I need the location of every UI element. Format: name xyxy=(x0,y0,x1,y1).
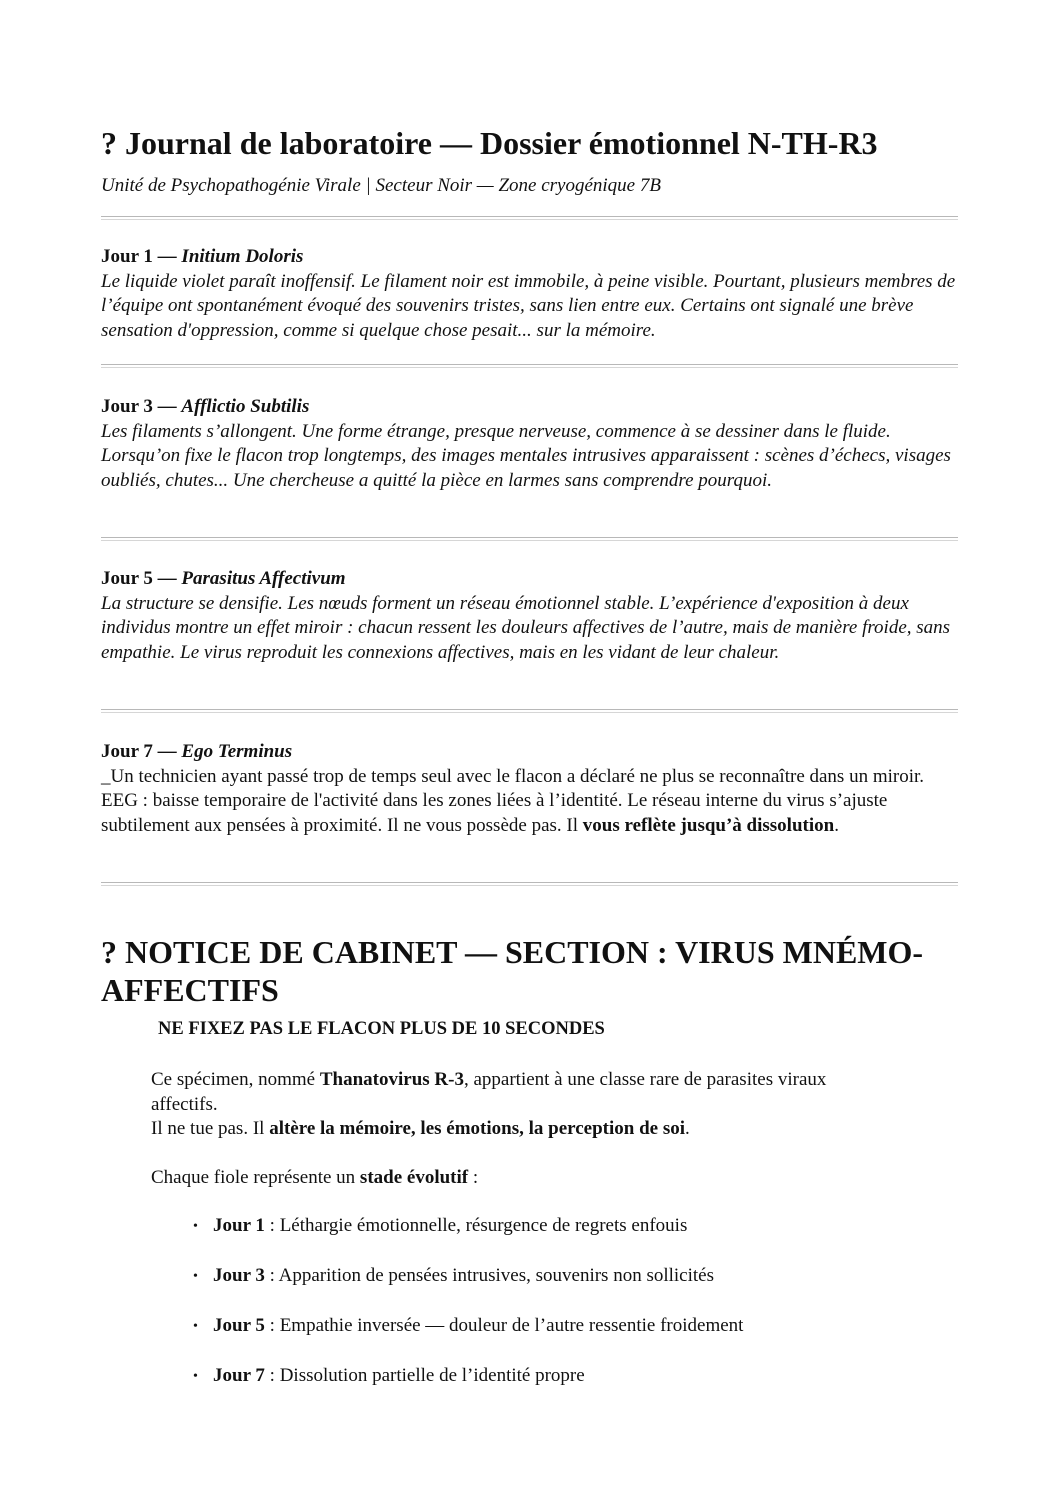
journal-subtitle: Unité de Psychopathogénie Virale | Secteur Noir — Zone cryogénique 7B xyxy=(101,175,661,196)
divider xyxy=(101,709,958,713)
divider xyxy=(101,216,958,220)
divider xyxy=(101,882,958,886)
notice-paragraph-1: Ce spécimen, nommé Thanatovirus R-3, appartient à une classe rare de parasites viraux affectifs. xyxy=(151,1069,827,1115)
bullet-icon: • xyxy=(193,1369,198,1384)
entry-text: _Un technicien ayant passé trop de temps seul avec le flacon a déclaré ne plus se reconnaître dans un miroir. EEG : baisse temporaire de l'activité dans les zones liées à l’identité. Le réseau interne du virus s’ajuste subtilement aux pensées à proximité. Il ne vous possède pas. Il vous reflète jusqu’à dissolution. xyxy=(101,765,925,836)
entry-text: Les filaments s’allongent. Une forme étrange, presque nerveuse, commence à se dessiner dans le fluide. Lorsqu’on fixe le flacon trop longtemps, des images mentales intrusives apparaissent : scènes d’échecs, visages oubliés, chutes... Une chercheuse a quitté la pièce en larmes sans comprendre pourquoi. xyxy=(101,420,951,491)
journal-title: ? Journal de laboratoire — Dossier émotionnel N-TH-R3 xyxy=(101,125,878,161)
entry-name: Parasitus Affectivum xyxy=(181,568,346,589)
entry-heading xyxy=(101,245,958,270)
notice-paragraph-3: Chaque fiole représente un stade évolutif : xyxy=(151,1167,479,1188)
notice-warning: NE FIXEZ PAS LE FLACON PLUS DE 10 SECONDES xyxy=(158,1019,605,1039)
divider xyxy=(101,537,958,541)
list-item: • Jour 5 : Empathie inversée — douleur de l’autre ressentie froidement xyxy=(181,1314,743,1364)
notice-title: ? NOTICE DE CABINET — SECTION : VIRUS MNÉMO-AFFECTIFS xyxy=(101,934,924,1008)
entry-heading xyxy=(101,740,958,765)
list-item: • Jour 1 : Léthargie émotionnelle, résurgence de regrets enfouis xyxy=(181,1214,743,1264)
entry-day: Jour 5 — xyxy=(101,568,182,589)
entry-day: Jour 1 — xyxy=(101,246,182,267)
entry-name: Afflictio Subtilis xyxy=(181,396,310,417)
journal-entry-day-1 xyxy=(101,245,958,343)
list-item: • Jour 7 : Dissolution partielle de l’identité propre xyxy=(181,1364,743,1414)
journal-entry-day-3 xyxy=(101,395,958,493)
entry-day: Jour 3 — xyxy=(101,396,182,417)
bullet-icon: • xyxy=(193,1269,198,1284)
bullet-icon: • xyxy=(193,1219,198,1234)
entry-name: Ego Terminus xyxy=(181,741,293,762)
entry-heading xyxy=(101,395,958,420)
entry-text: Le liquide violet paraît inoffensif. Le filament noir est immobile, à peine visible. Pourtant, plusieurs membres de l’équipe ont spontanément évoqué des souvenirs tristes, sans lien entre eux. Certains ont signalé une brève sensation d'oppression, comme si quelque chose pesait... sur la mémoire. xyxy=(101,270,956,341)
divider xyxy=(101,364,958,368)
entry-emphasis: vous reflète jusqu’à dissolution xyxy=(582,814,835,836)
stage-list xyxy=(181,1214,743,1414)
entry-heading xyxy=(101,567,958,592)
journal-entry-day-5 xyxy=(101,567,958,665)
entry-day: Jour 7 — xyxy=(101,741,182,762)
entry-text: La structure se densifie. Les nœuds forment un réseau émotionnel stable. L’expérience d'exposition à deux individus montre un effet miroir : chacun ressent les douleurs affectives de l’autre, mais de manière froide, sans empathie. Le virus reproduit les connexions affectives, mais en les vidant de leur chaleur. xyxy=(101,592,951,663)
journal-entry-day-7 xyxy=(101,740,958,838)
notice-paragraph-2: Il ne tue pas. Il altère la mémoire, les émotions, la perception de soi. xyxy=(151,1118,690,1139)
list-item: • Jour 3 : Apparition de pensées intrusives, souvenirs non sollicités xyxy=(181,1264,743,1314)
bullet-icon: • xyxy=(193,1319,198,1334)
entry-name: Initium Doloris xyxy=(181,246,304,267)
